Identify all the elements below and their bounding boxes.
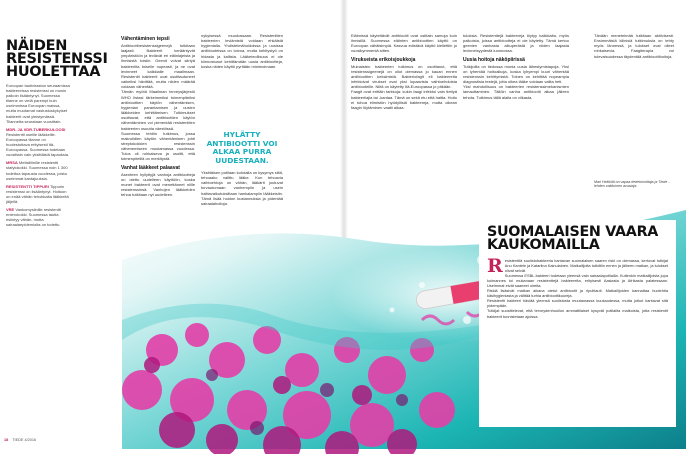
side-article-body xyxy=(487,255,668,424)
lead-text: esistenttiä suolistobakteeria kantavan suomalaisen saaren riski on olemassa, kertovat tutkijat Anu Kantele ja Katariina Kainulainen. Matkailijoita tutkittiin ennen ja jälkeen matkan, ja tulokset olivat selvät. xyxy=(504,258,668,274)
drop-cap: R xyxy=(487,255,503,277)
body-paragraph: Riskiä lisäsivät matkan aikana otetut antibiootit ja ripulitauti. Matkailijoiden kannattaa huolehtia käsihygieniasta ja välttää turhia antibioottikuureja. xyxy=(487,288,668,299)
magazine-name: TIEDE 4/2016 xyxy=(12,438,37,442)
body-paragraph: Asenteen hyllyttyjä vanhoja antibiootteja on otettu uudelleen käyttöön, koska monet bakteerit ovat menettäneet niille resistenssinsä. Vanhojen lääkkeiden tehoa tutkitaan nyt uudelleen. xyxy=(121,171,195,198)
body-paragraph: Tänään menetelmää tutkitaan aktiivisesti. Ensimmäisiä kliinisiä tutkimuksia on tehty myös lännessä, ja tulokset ovat olleet rohkaisevia. Faagiterapia voi tulevaisuudessa täydentää antibioottihoitoja. xyxy=(594,33,674,59)
body-paragraph xyxy=(487,255,668,277)
sidebar-item-lead: MDR- JA XDR-TUBERKULOOSI xyxy=(6,126,66,132)
page-number: 18 xyxy=(4,438,9,442)
sidebar xyxy=(6,38,108,435)
sidebar-intro: Euroopan tautiviraston seuraamissa bakteereissa resistenssi on monin paikoin lisääntynyt. Suomessa tilanne on vielä parempi kuin useimmissa Euroopan maissa, mutta muutamat vastustuskykyiset bakteerit ovat yleistymässä. Tilannetta seurataan vuosittain. xyxy=(6,83,70,124)
sidebar-item xyxy=(6,207,70,227)
pull-quote: HYLÄTTY ANTIBIOOTTI VOI ALKAA PURRA UUDESTAAN. xyxy=(206,130,278,165)
body-paragraph: Antibioottiresistenssigeenejä tutkitaan laajasti. Bakteerit kerääntyvät ympäristöön ja leviävät eri eläinlajeista ja ihmisistä toisiin. Geenit voivat siirtyä bakteerilta toiselle nopeasti, ja ne ovat levinneet kaikkialle maailmaan. Resistentit bakteerit ovat osoittautuneet vaikeiksi hävittää, mutta niiden määrää voidaan vähentää. xyxy=(121,43,195,90)
body-paragraph: Tutkijoilla on tiedossa monia uusia lähestymistapoja. Yksi on lyhentää hoitoaikoja, koska lyhyempi kuuri vähentää resistenssin kehittymistä. Toinen on kehittää nopeampia diagnostisia testejä, jotta oikea lääke voidaan valita heti. xyxy=(463,63,569,85)
page-footer xyxy=(4,438,36,442)
section-heading: Virukseista erikoisjoukkoja xyxy=(351,56,416,63)
body-paragraph: Tutkijat suosittelevat, että terveydenhuollon ammattilaiset kysyvät potilailta matkoista, jotta resistentit bakteerit tunnistetaan ajoissa. xyxy=(487,308,668,319)
body-paragraph: tuloksia. Resistenttejä bakteereja löytyy kaikkialta, myös paikoista, joissa antibiootteja ei ole käytetty. Tämä kertoo geenien vanhasta alkuperästä ja niiden laajasta levinneisyydestä luonnossa. xyxy=(463,33,569,54)
sidebar-item-text: Metisilliinille resistentti stafylokokki. Suomessa noin 1 300 todettua tapausta vuodessa, joista useimmat kantajuuksia. xyxy=(6,160,68,181)
sidebar-item-text: Tippurin resistenssi on lisääntynyt. Hoitoon on enää vähän tehokkaita lääkkeitä jäljellä. xyxy=(6,183,69,204)
body-paragraph: Yksittäisen potilaan kohdalla on kysymys siitä, tehoaako valittu lääke. Kun tehoavia vaihtoehtoja on vähän, lääkärit joutuvat turvautumaan vanhempiin ja usein haittavaikutuksiltaan hankalampiin lääkkeisiin. Tämä lisää hoidon kustannuksia ja pidentää sairaalahoitoja. xyxy=(201,170,283,206)
sidebar-item-lead: MRSA xyxy=(6,160,18,166)
sidebar-item xyxy=(6,160,70,180)
article-column-4 xyxy=(463,33,569,200)
side-article-title: SUOMALAISEN VAARA KAUKOMAILLA xyxy=(487,224,659,254)
body-paragraph: Suomessa tehtiin tutkimus, jossa makrolidien käytön vähentäminen johti streptokokkien resistenssin vähenemiseen muutamassa vuodessa. Tulos oli rohkaiseva ja osoitti, että toimenpiteillä on merkitystä. xyxy=(121,130,195,162)
body-paragraph: nykyisessä muodossaan. Resistenttien bakteerien leviämistä voidaan ehkäistä hygienialla. Yhdistelmähoidoissa ja uusissa antibiooteissa on toivoa, mutta kehitystyö on hidasta ja kallista. Lääketeollisuus ei ole kiinnostunut kehittämään uusia antibiootteja, koska niiden käyttö pyritään minimoimaan. xyxy=(201,33,283,69)
sidebar-item-text: Resistentti useille lääkkeille. Euroopassa tilanne on huolestuttava erityisesti Itä-Euroopassa. Suomessa todetaan vuosittain vain yksittäisiä tapauksia. xyxy=(6,131,70,158)
side-article-box xyxy=(479,220,676,427)
sidebar-title: NÄIDEN RESISTENSSI HUOLETTAA xyxy=(6,38,108,80)
body-paragraph: Resistentti bakteeri häviää yleensä suolistosta muutamassa kuukaudessa, mutta jotkut kantavat sitä pidempään. xyxy=(487,298,668,309)
body-paragraph: Muinaisten bakteerien tutkimus on osoittanut, että resistenssigeenejä on ollut olemassa jo kauan ennen antibioottien keksimistä. Bakteriofagit eli bakteereita infektoivat virukset ovat yksi lupaavista vaihtoehdoista antibiooteille. Niitä on käytetty Itä-Euroopassa jo pitkään. xyxy=(351,63,457,90)
article-column-5 xyxy=(594,33,674,178)
body-paragraph: Eläimissä käytettävät antibiootit ovat osittain samoja kuin ihmisillä. Suomessa eläinten antibioottien käyttö on Euroopan vähäisimpiä. Kasvua edistävä käyttö kiellettiin jo vuosikymmeniä sitten. xyxy=(351,33,457,54)
body-paragraph: Yksi mahdollisuus on bakteerien resistenssimekanismien lamauttaminen. Tällöin vanha antibiootti alkaa jälleen tehota. Tutkimus tällä alalla on vilkasta. xyxy=(463,84,569,100)
sidebar-item-lead: VRE xyxy=(6,207,15,213)
article-column-2-top xyxy=(201,33,283,129)
sidebar-item xyxy=(6,184,70,204)
section-heading: Vanhat lääkkeet palaavat xyxy=(121,164,180,171)
body-paragraph: Faagit ovat erittäin tarkkoja: kukin faagi infektoi vain tiettyä bakteerilajia tai -kantaa. Tämä on sekä etu että haitta. Hoito ei tuhoa elimistön hyödyllisiä bakteereja, mutta oikean faagin löytäminen vaatii aikaa. xyxy=(351,89,457,110)
article-column-3 xyxy=(351,33,457,200)
section-heading: Uusia hoitoja näköpiirissä xyxy=(463,56,525,63)
section-heading: Vähentäminen tepsii xyxy=(121,36,170,42)
body-paragraph: Suomessa ESBL-bakteeri todetaan yleensä vain sairaalapotilailla. Kuitenkin matkailijoista jopa kolmannes toi mukanaan resistenttejä bakteereita, erityisesti Aasiasta ja Afrikasta palatessaan. Useimmat eivät saaneet oireita. xyxy=(487,273,668,289)
article-column-2-bottom xyxy=(201,170,283,206)
body-paragraph: Tämän myötä Maailman terveysjärjestö WHO listasi tärkeimmiksi toimenpiteiksi antibioottien käytön vähentämisen, hygienian parantamisen ja uusien lääkkeiden kehittämisen. Tutkimukset osoittavat, että antibioottien käytön vähentäminen voi pienentää resistenttien bakteerien osuutta väestössä. xyxy=(121,89,195,131)
sidebar-item-text: Vankomysiinille resistentti enterokokki. Suomessa tautia esiintyy vähän, mutta sairaalaepidemioita on todettu. xyxy=(6,207,61,228)
sidebar-item-lead: RESISTENTTI TIPPURI xyxy=(6,183,49,189)
sidebar-item xyxy=(6,127,70,158)
author-credit: Mari Heikkilä on vapaa tiedetoimittaja ja Tiede -lehden vakituinen avustaja. xyxy=(594,180,670,189)
